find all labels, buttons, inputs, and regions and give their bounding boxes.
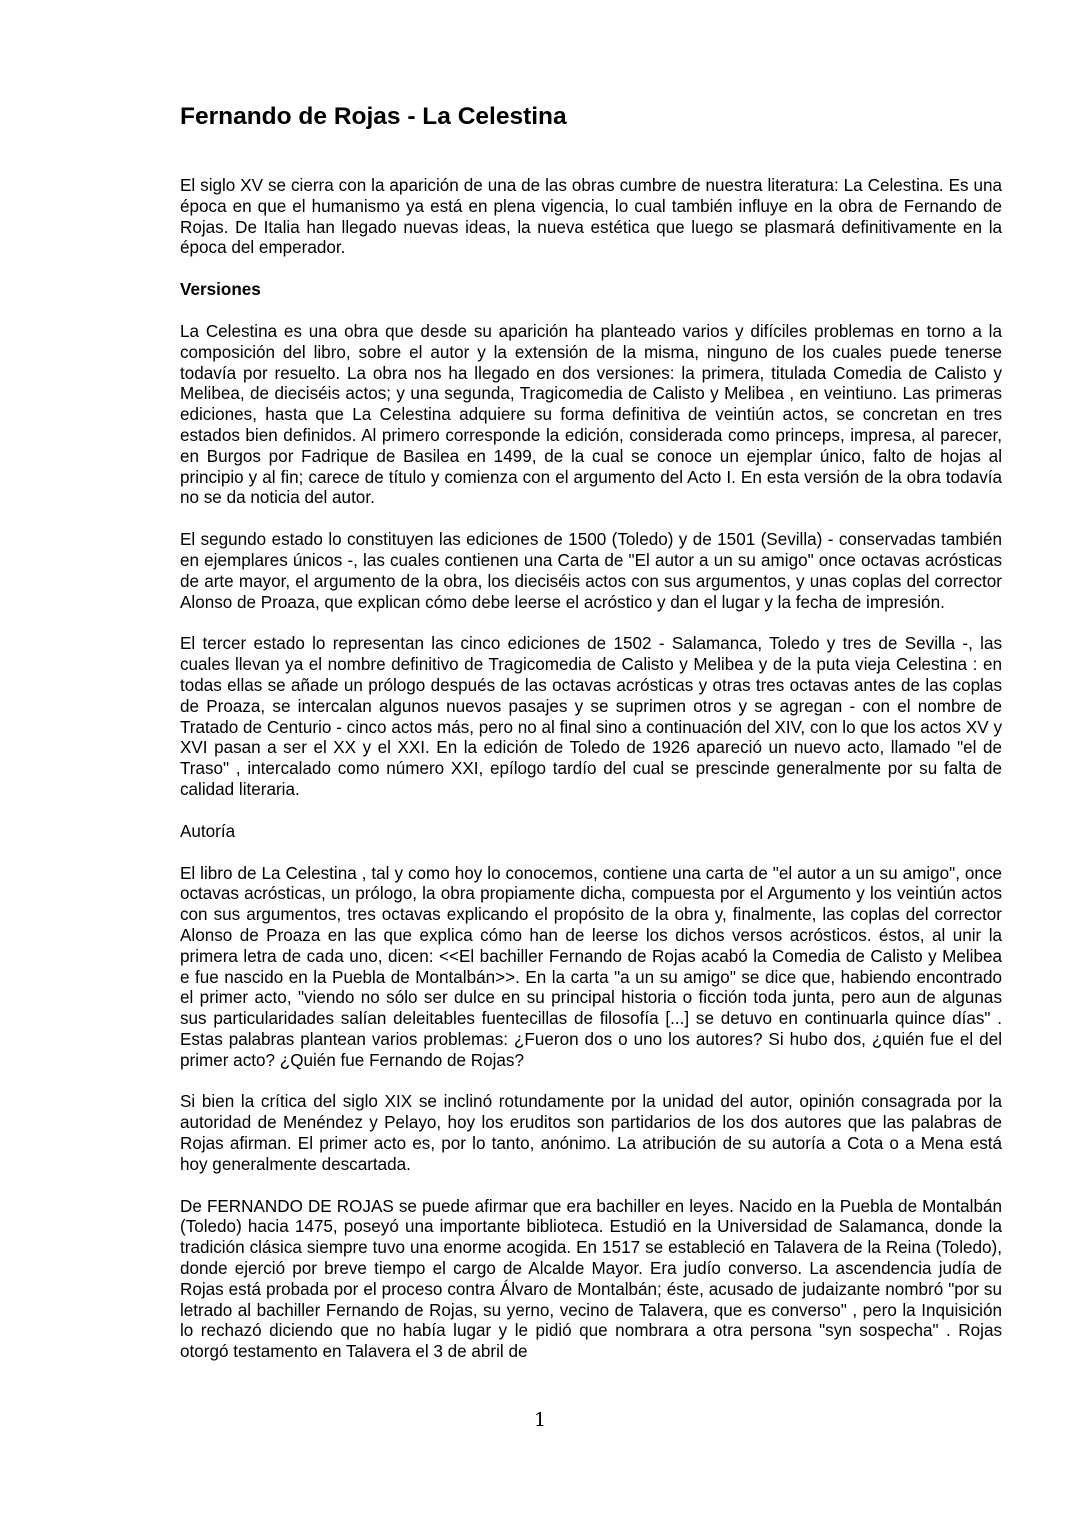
intro-paragraph: El siglo XV se cierra con la aparición de una de las obras cumbre de nuestra literatura: La Celestina. Es una época en que el humanismo ya está en plena vigencia, lo cual también influye en la obra de Fernando de Rojas. De Italia han llegado nuevas ideas, la nueva estética que luego se plasmará definitivamente en la época del emperador. [180, 176, 1002, 258]
versiones-paragraph-1: La Celestina es una obra que desde su aparición ha planteado varios y difíciles problemas en torno a la composición del libro, sobre el autor y la extensión de la misma, ninguno de los cuales puede tenerse todavía por resuelto. La obra nos ha llegado en dos versiones: la primera, titulada Comedia de Calisto y Melibea, de dieciséis actos; y una segunda, Tragicomedia de Calisto y Melibea , en veintiuno. Las primeras ediciones, hasta que La Celestina adquiere su forma definitiva de veintiún actos, se concretan en tres estados bien definidos. Al primero corresponde la edición, considerada como princeps, impresa, al parecer, en Burgos por Fadrique de Basilea en 1499, de la cual se conoce un ejemplar único, falto de hojas al principio y al fin; carece de título y comienza con el argumento del Acto I. En esta versión de la obra todavía no se da noticia del autor. [180, 321, 1002, 508]
document-page [180, 100, 1002, 1384]
versiones-paragraph-2: El segundo estado lo constituyen las ediciones de 1500 (Toledo) y de 1501 (Sevilla) - conservadas también en ejemplares únicos -, las cuales contienen una Carta de "El autor a un su amigo" once octavas acrósticas de arte mayor, el argumento de la obra, los dieciséis actos con sus argumentos, y unas coplas del corrector Alonso de Proaza, que explican cómo debe leerse el acróstico y dan el lugar y la fecha de impresión. [180, 530, 1002, 612]
autoria-paragraph-1: El libro de La Celestina , tal y como hoy lo conocemos, contiene una carta de "el autor a un su amigo", once octavas acrósticas, un prólogo, la obra propiamente dicha, compuesta por el Argumento y los veintiún actos con sus argumentos, tres octavas explicando el propósito de la obra y, finalmente, las coplas del corrector Alonso de Proaza en las que explica cómo han de leerse los dichos versos acrósticos. éstos, al unir la primera letra de cada uno, dicen: <<El bachiller Fernando de Rojas acabó la Comedia de Calisto y Melibea e fue nascido en la Puebla de Montalbán>>. En la carta "a un su amigo" se dice que, habiendo encontrado el primer acto, "viendo no sólo ser dulce en su principal historia o ficción toda junta, pero aun de algunas sus particularidades salían deleitables fuentecillas de filosofía [...] se detuvo en continuarla quince días" . Estas palabras plantean varios problemas: ¿Fueron dos o uno los autores? Si hubo dos, ¿quién fue el del primer acto? ¿Quién fue Fernando de Rojas? [180, 863, 1002, 1070]
document-title: Fernando de Rojas - La Celestina [180, 103, 567, 130]
versiones-paragraph-3: El tercer estado lo representan las cinco ediciones de 1502 - Salamanca, Toledo y tres de Sevilla -, las cuales llevan ya el nombre definitivo de Tragicomedia de Calisto y Melibea y de la puta vieja Celestina : en todas ellas se añade un prólogo después de las octavas acrósticas y otras tres octavas antes de las coplas de Proaza, se intercalan algunos nuevos pasajes y se suprimen otros y se agregan - con el nombre de Tratado de Centurio - cinco actos más, pero no al final sino a continuación del XIV, con lo que los actos XV y XVI pasan a ser el XX y el XXI. En la edición de Toledo de 1926 apareció un nuevo acto, llamado "el de Traso" , intercalado como número XXI, epílogo tardío del cual se prescinde generalmente por su falta de calidad literaria. [180, 634, 1002, 799]
autoria-paragraph-2: Si bien la crítica del siglo XIX se inclinó rotundamente por la unidad del autor, opinión consagrada por la autoridad de Menéndez y Pelayo, hoy los eruditos son partidarios de los dos autores que las palabras de Rojas afirman. El primer acto es, por lo tanto, anónimo. La atribución de su autoría a Cota o a Mena está hoy generalmente descartada. [180, 1092, 1002, 1174]
section-heading-autoria: Autoría [180, 821, 236, 841]
autoria-paragraph-3: De FERNANDO DE ROJAS se puede afirmar que era bachiller en leyes. Nacido en la Puebla de Montalbán (Toledo) hacia 1475, poseyó una importante biblioteca. Estudió en la Universidad de Salamanca, donde la tradición clásica siempre tuvo una enorme acogida. En 1517 se estableció en Talavera de la Reina (Toledo), donde ejerció por breve tiempo el cargo de Alcalde Mayor. Era judío converso. La ascendencia judía de Rojas está probada por el proceso contra Álvaro de Montalbán; éste, acusado de judaizante nombró "por su letrado al bachiller Fernando de Rojas, su yerno, vecino de Talavera, que es converso" , pero la Inquisición lo rechazó diciendo que no había lugar y le pidió que nombrara a otra persona "syn sospecha" . Rojas otorgó testamento en Talavera el 3 de abril de [180, 1196, 1002, 1362]
section-heading-versiones: Versiones [180, 280, 261, 300]
page-number: 1 [533, 1409, 547, 1431]
